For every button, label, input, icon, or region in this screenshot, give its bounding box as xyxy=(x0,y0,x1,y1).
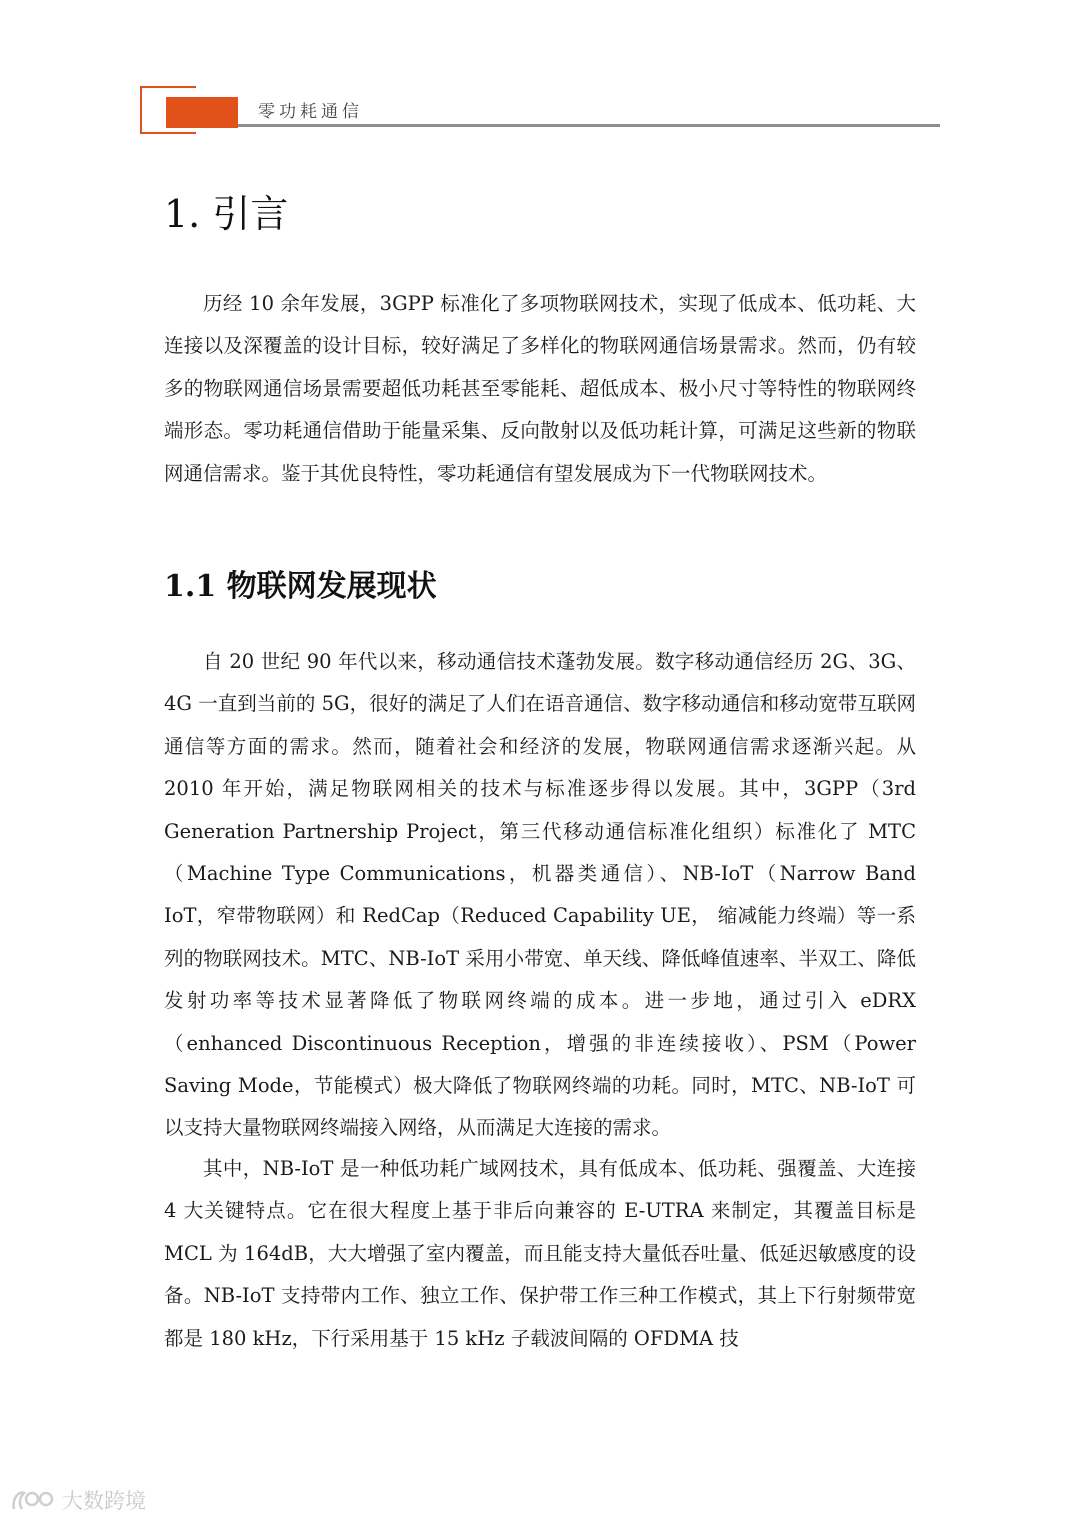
brand-logo-icon xyxy=(10,1485,56,1515)
body-paragraph: 自 20 世纪 90 年代以来，移动通信技术蓬勃发展。数字移动通信经历 2G、3G、4G 一直到当前的 5G，很好的满足了人们在语音通信、数字移动通信和移动宽带互联网通信等方面的需求。然而，随着社会和经济的发展，物联网通信需求逐渐兴起。从 2010 年开始，满足物联网相关的技术与标准逐步得以发展。其中，3GPP（3rd Generation Partnership Project，第三代移动通信标准化组织）标准化了 MTC（Machine Type Communications，机器类通信）、NB-IoT（Narrow Band IoT，窄带物联网）和 RedCap（Reduced Capability UE， 缩减能力终端）等一系列的物联网技术。MTC、NB-IoT 采用小带宽、单天线、降低峰值速率、半双工、降低发射功率等技术显著降低了物联网终端的成本。进一步地，通过引入 eDRX（enhanced Discontinuous Reception，增强的非连续接收）、PSM（Power Saving Mode，节能模式）极大降低了物联网终端的功耗。同时，MTC、NB-IoT 可以支持大量物联网终端接入网络，从而满足大连接的需求。 xyxy=(164,650,916,1140)
watermark xyxy=(10,1482,146,1518)
section-title: 1.1 物联网发展现状 xyxy=(164,569,437,604)
body-paragraph: 其中，NB-IoT 是一种低功耗广域网技术，具有低成本、低功耗、强覆盖、大连接 4 大关键特点。它在很大程度上基于非后向兼容的 E-UTRA 来制定，其覆盖目标是 MCL 为 164dB，大大增强了室内覆盖，而且能支持大量低吞吐量、低延迟敏感度的设备。NB-IoT 支持带内工作、独立工作、保护带工作三种工作模式，其上下行射频带宽都是 180 kHz，下行采用基于 15 kHz 子载波间隔的 OFDMA 技 xyxy=(164,1157,916,1350)
chapter-title: 1. 引言 xyxy=(164,192,289,236)
intro-paragraph: 历经 10 余年发展，3GPP 标准化了多项物联网技术，实现了低成本、低功耗、大连接以及深覆盖的设计目标，较好满足了多样化的物联网通信场景需求。然而，仍有较多的物联网通信场景需要超低功耗甚至零能耗、超低成本、极小尺寸等特性的物联网终端形态。零功耗通信借助于能量采集、反向散射以及低功耗计算，可满足这些新的物联网通信需求。鉴于其优良特性，零功耗通信有望发展成为下一代物联网技术。 xyxy=(164,292,916,485)
header-accent-block xyxy=(166,97,238,128)
running-header-title: 零功耗通信 xyxy=(258,102,363,122)
header-rule xyxy=(238,124,940,127)
watermark-text: 大数跨境 xyxy=(62,1489,146,1513)
page-header xyxy=(0,0,1080,160)
